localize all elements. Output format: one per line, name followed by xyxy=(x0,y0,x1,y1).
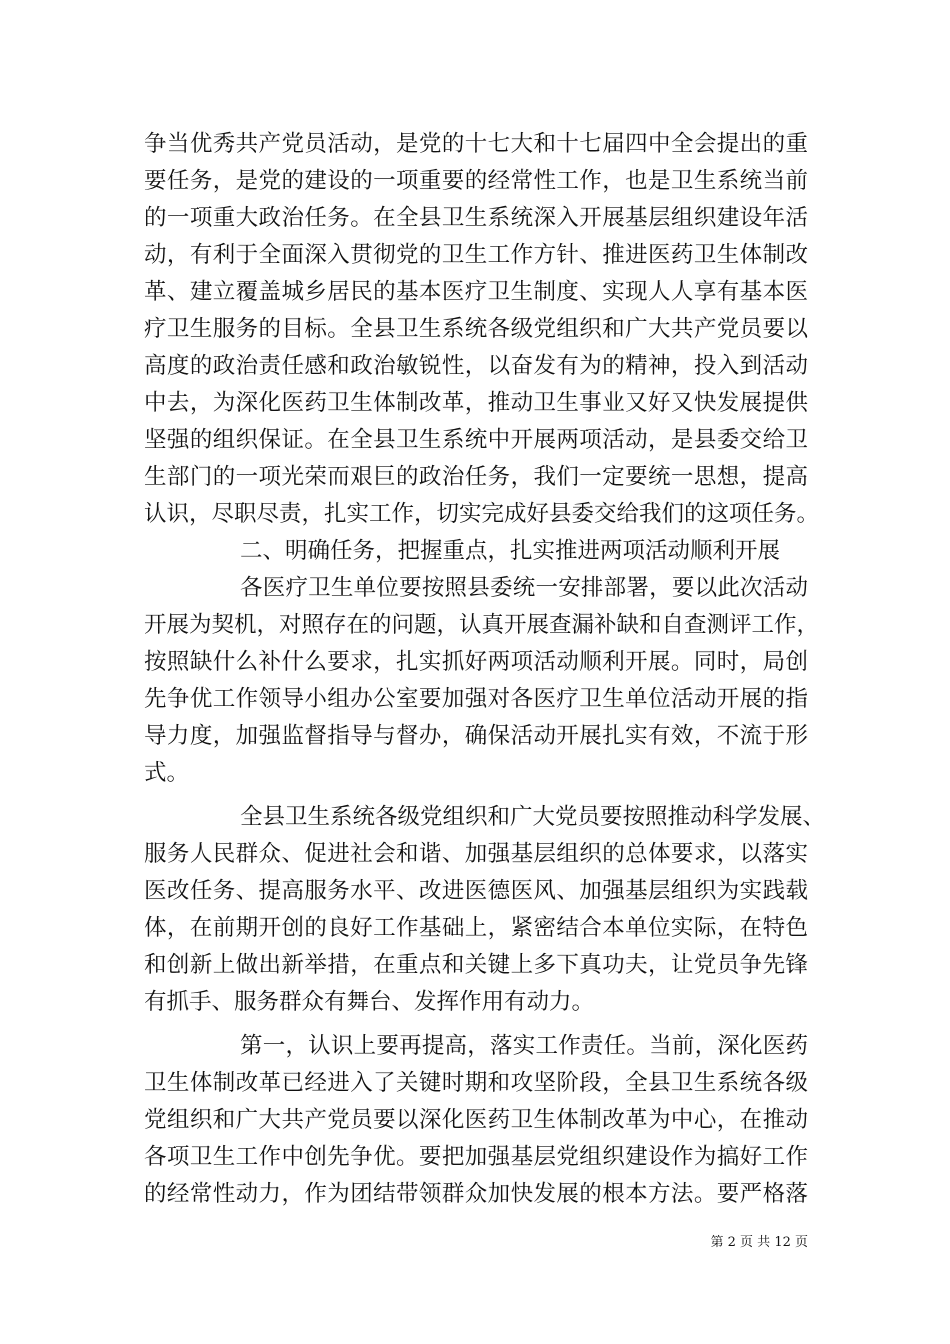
text-line: 生部门的一项光荣而艰巨的政治任务，我们一定要统一思想，提高 xyxy=(144,464,808,490)
page-number: 第 2 页 共 12 页 xyxy=(710,1235,808,1250)
text-line: 体，在前期开创的良好工作基础上，紧密结合本单位实际，在特色 xyxy=(144,915,808,941)
text-line: 高度的政治责任感和政治敏锐性，以奋发有为的精神，投入到活动 xyxy=(144,353,808,379)
text-line: 各医疗卫生单位要按照县委统一安排部署，要以此次活动 xyxy=(240,575,808,601)
text-line: 要任务，是党的建设的一项重要的经常性工作，也是卫生系统当前 xyxy=(144,168,808,194)
text-line: 医改任务、提高服务水平、改进医德医风、加强基层组织为实践载 xyxy=(144,878,808,904)
text-line: 的一项重大政治任务。在全县卫生系统深入开展基层组织建设年活 xyxy=(144,205,808,231)
text-line: 有抓手、服务群众有舞台、发挥作用有动力。 xyxy=(144,989,595,1015)
text-line: 坚强的组织保证。在全县卫生系统中开展两项活动，是县委交给卫 xyxy=(144,427,808,453)
text-line: 的经常性动力，作为团结带领群众加快发展的根本方法。要严格落 xyxy=(144,1181,808,1207)
section-heading: 二、明确任务，把握重点，扎实推进两项活动顺利开展 xyxy=(240,538,781,564)
text-line: 争当优秀共产党员活动，是党的十七大和十七届四中全会提出的重 xyxy=(144,131,808,157)
text-line: 全县卫生系统各级党组织和广大党员要按照推动科学发展、 xyxy=(240,804,826,830)
text-line: 第一，认识上要再提高，落实工作责任。当前，深化医药 xyxy=(240,1033,808,1059)
text-line: 开展为契机，对照存在的问题，认真开展查漏补缺和自查测评工作， xyxy=(144,612,820,638)
text-line: 先争优工作领导小组办公室要加强对各医疗卫生单位活动开展的指 xyxy=(144,686,808,712)
text-line: 党组织和广大共产党员要以深化医药卫生体制改革为中心，在推动 xyxy=(144,1107,808,1133)
text-line: 认识，尽职尽责，扎实工作，切实完成好县委交给我们的这项任务。 xyxy=(144,501,820,527)
text-line: 中去，为深化医药卫生体制改革，推动卫生事业又好又快发展提供 xyxy=(144,390,808,416)
text-line: 革、建立覆盖城乡居民的基本医疗卫生制度、实现人人享有基本医 xyxy=(144,279,808,305)
text-line: 和创新上做出新举措，在重点和关键上多下真功夫，让党员争先锋 xyxy=(144,952,808,978)
text-line: 导力度，加强监督指导与督办，确保活动开展扎实有效，不流于形 xyxy=(144,723,808,749)
text-line: 式。 xyxy=(144,760,190,786)
text-line: 卫生体制改革已经进入了关键时期和攻坚阶段，全县卫生系统各级 xyxy=(144,1070,808,1096)
text-line: 疗卫生服务的目标。全县卫生系统各级党组织和广大共产党员要以 xyxy=(144,316,808,342)
text-line: 服务人民群众、促进社会和谐、加强基层组织的总体要求，以落实 xyxy=(144,841,808,867)
text-line: 按照缺什么补什么要求，扎实抓好两项活动顺利开展。同时，局创 xyxy=(144,649,808,675)
text-line: 动，有利于全面深入贯彻党的卫生工作方针、推进医药卫生体制改 xyxy=(144,242,808,268)
text-line: 各项卫生工作中创先争优。要把加强基层党组织建设作为搞好工作 xyxy=(144,1144,808,1170)
